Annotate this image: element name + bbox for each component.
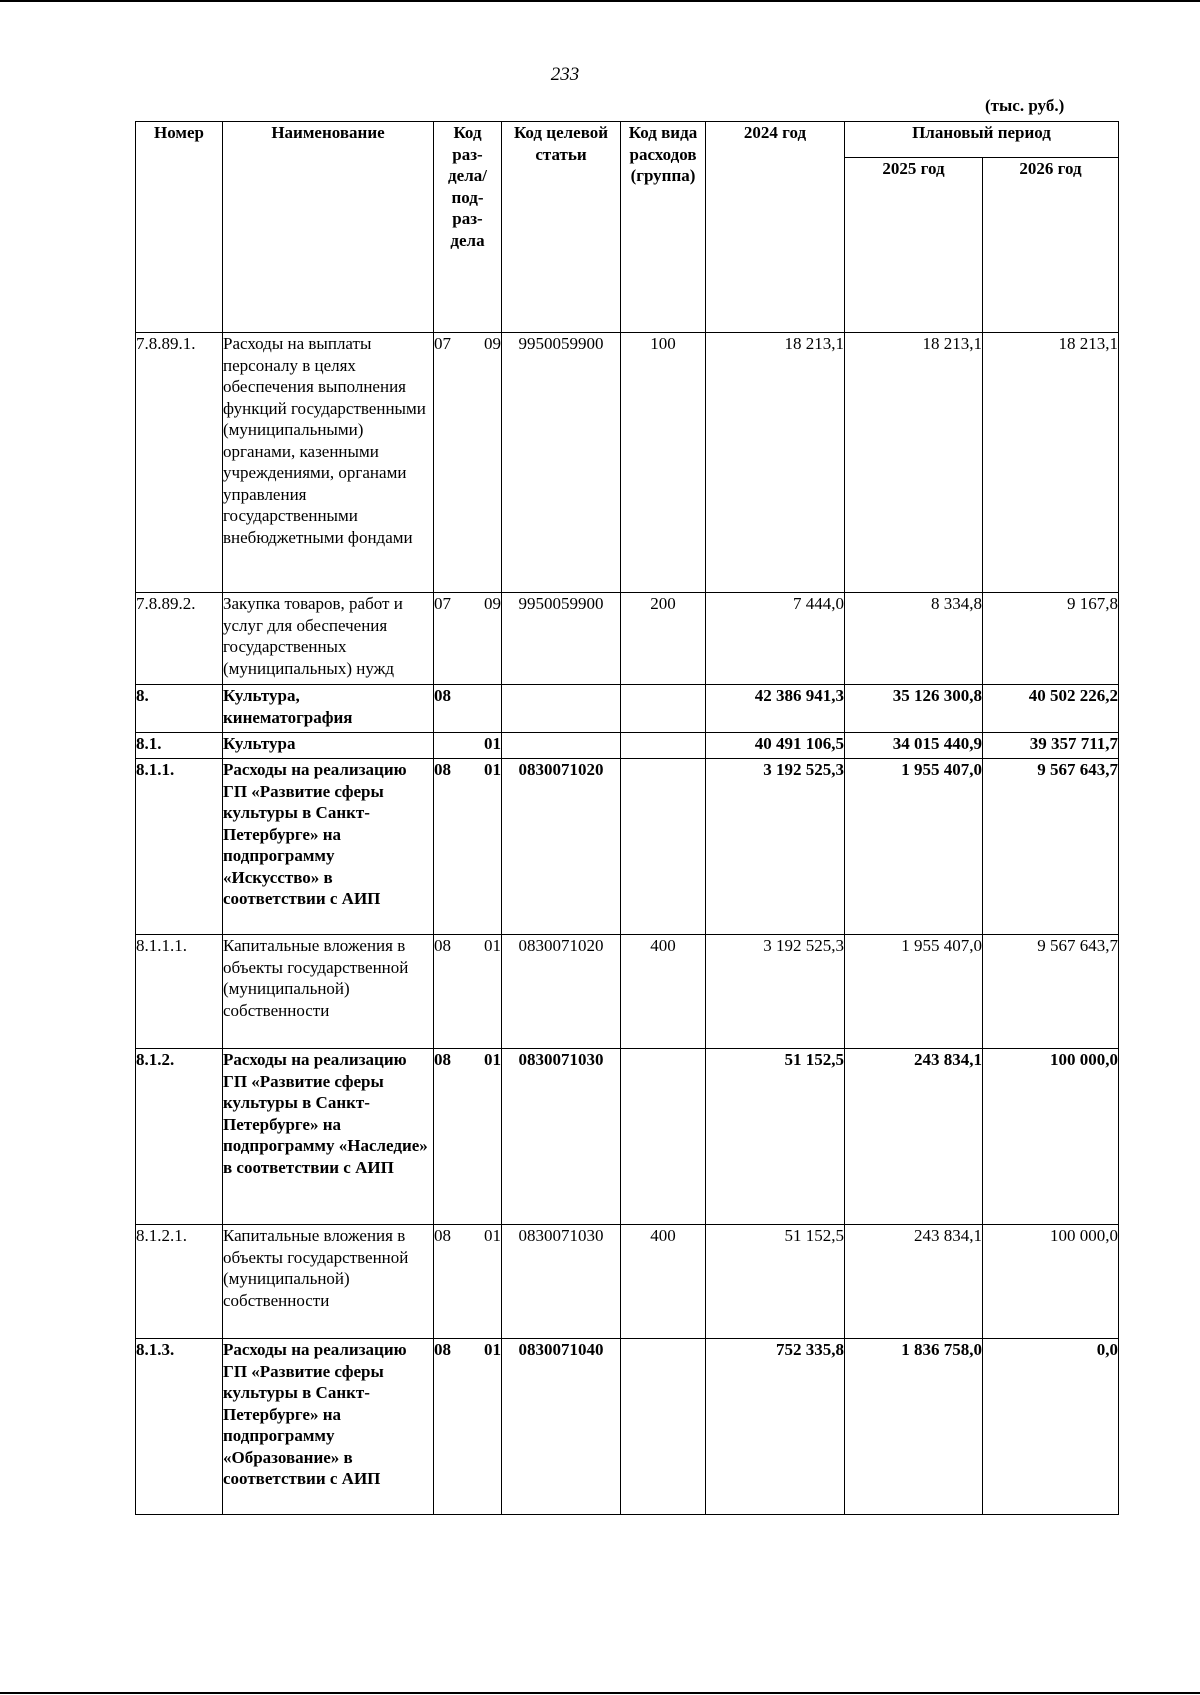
row-section-code: [434, 1225, 502, 1339]
podrazdel-code: 01: [484, 936, 501, 955]
header-name: Наименование: [223, 122, 434, 333]
row-amount-2024: 42 386 941,3: [706, 685, 845, 733]
row-amount-2025: 35 126 300,8: [845, 685, 983, 733]
podrazdel-code: 01: [484, 734, 501, 753]
table-row: [136, 935, 1119, 1049]
row-amount-2024: 3 192 525,3: [706, 935, 845, 1049]
row-amount-2024: 7 444,0: [706, 593, 845, 685]
row-amount-2026: 39 357 711,7: [983, 733, 1119, 759]
row-number: 8.1.3.: [136, 1339, 223, 1515]
table-row: [136, 333, 1119, 593]
page-number: 233: [550, 64, 580, 85]
row-target-code: 0830071020: [502, 935, 621, 1049]
row-amount-2025: 243 834,1: [845, 1049, 983, 1225]
row-number: 8.1.1.: [136, 759, 223, 935]
row-number: 8.1.1.1.: [136, 935, 223, 1049]
podrazdel-code: 09: [484, 334, 501, 353]
row-amount-2026: 9 167,8: [983, 593, 1119, 685]
row-amount-2025: 1 955 407,0: [845, 935, 983, 1049]
row-target-code: 0830071030: [502, 1225, 621, 1339]
row-name: Закупка товаров, работ и услуг для обеспечения государственных (муниципальных) нужд: [223, 593, 434, 685]
razdel-code: 08: [434, 760, 451, 779]
row-amount-2024: 51 152,5: [706, 1049, 845, 1225]
row-name: Расходы на реализацию ГП «Развитие сферы культуры в Санкт-Петербурге» на подпрограмму «Образование» в соответствии с АИП: [223, 1339, 434, 1515]
row-name: Расходы на выплаты персоналу в целях обеспечения выполнения функций государственными (муниципальными) органами, казенными учреждениями, органами управления государственными внебюджетными фондами: [223, 333, 434, 593]
row-section-code: [434, 1339, 502, 1515]
row-expense-type: [621, 759, 706, 935]
row-amount-2025: 1 955 407,0: [845, 759, 983, 935]
row-target-code: [502, 685, 621, 733]
row-amount-2026: 9 567 643,7: [983, 935, 1119, 1049]
row-number: 8.1.2.: [136, 1049, 223, 1225]
row-amount-2024: 3 192 525,3: [706, 759, 845, 935]
row-amount-2025: 34 015 440,9: [845, 733, 983, 759]
podrazdel-code: 01: [484, 1050, 501, 1069]
row-section-code: [434, 593, 502, 685]
row-amount-2024: 51 152,5: [706, 1225, 845, 1339]
budget-table: [135, 121, 1119, 1515]
row-number: 8.1.: [136, 733, 223, 759]
top-scan-border: [0, 0, 1200, 2]
row-expense-type: [621, 733, 706, 759]
row-amount-2026: 40 502 226,2: [983, 685, 1119, 733]
razdel-code: 08: [434, 1340, 451, 1359]
row-amount-2026: 18 213,1: [983, 333, 1119, 593]
row-name: Капитальные вложения в объекты государственной (муниципальной) собственности: [223, 1225, 434, 1339]
row-expense-type: [621, 1049, 706, 1225]
row-name: Капитальные вложения в объекты государственной (муниципальной) собственности: [223, 935, 434, 1049]
header-year-2024: 2024 год: [706, 122, 845, 333]
row-expense-type: [621, 1339, 706, 1515]
header-target-code: Код целевой статьи: [502, 122, 621, 333]
row-section-code: [434, 759, 502, 935]
row-number: 8.1.2.1.: [136, 1225, 223, 1339]
row-section-code: [434, 685, 502, 733]
row-target-code: 0830071040: [502, 1339, 621, 1515]
podrazdel-code: 01: [484, 1226, 501, 1245]
row-section-code: [434, 733, 502, 759]
row-amount-2025: 18 213,1: [845, 333, 983, 593]
header-section-code: Код раз-дела/ под-раз-дела: [434, 122, 502, 333]
row-target-code: [502, 733, 621, 759]
row-amount-2024: 752 335,8: [706, 1339, 845, 1515]
row-section-code: [434, 935, 502, 1049]
table-row: [136, 759, 1119, 935]
row-section-code: [434, 333, 502, 593]
row-expense-type: 200: [621, 593, 706, 685]
podrazdel-code: 01: [484, 760, 501, 779]
table-row: [136, 733, 1119, 759]
header-year-2025: 2025 год: [845, 158, 983, 333]
row-amount-2024: 18 213,1: [706, 333, 845, 593]
header-number: Номер: [136, 122, 223, 333]
row-amount-2026: 0,0: [983, 1339, 1119, 1515]
header-expense-type-code: Код вида расходов (группа): [621, 122, 706, 333]
row-target-code: 0830071020: [502, 759, 621, 935]
row-target-code: 0830071030: [502, 1049, 621, 1225]
row-number: 7.8.89.2.: [136, 593, 223, 685]
row-expense-type: 400: [621, 1225, 706, 1339]
row-target-code: 9950059900: [502, 593, 621, 685]
table-row: [136, 1049, 1119, 1225]
header-row: [136, 122, 1119, 158]
razdel-code: 08: [434, 936, 451, 955]
row-amount-2025: 1 836 758,0: [845, 1339, 983, 1515]
row-name: Расходы на реализацию ГП «Развитие сферы культуры в Санкт-Петербурге» на подпрограмму «Наследие» в соответствии с АИП: [223, 1049, 434, 1225]
table-row: [136, 685, 1119, 733]
row-number: 8.: [136, 685, 223, 733]
razdel-code: 07: [434, 594, 451, 613]
row-amount-2026: 100 000,0: [983, 1225, 1119, 1339]
row-expense-type: [621, 685, 706, 733]
row-expense-type: 100: [621, 333, 706, 593]
row-name: Расходы на реализацию ГП «Развитие сферы культуры в Санкт-Петербурге» на подпрограмму «Искусство» в соответствии с АИП: [223, 759, 434, 935]
header-year-2026: 2026 год: [983, 158, 1119, 333]
row-number: 7.8.89.1.: [136, 333, 223, 593]
razdel-code: 08: [434, 1226, 451, 1245]
header-plan-period: Плановый период: [845, 122, 1119, 158]
razdel-code: 08: [434, 1050, 451, 1069]
table-row: [136, 1225, 1119, 1339]
row-amount-2026: 100 000,0: [983, 1049, 1119, 1225]
units-label: (тыс. руб.): [985, 96, 1065, 115]
row-amount-2025: 243 834,1: [845, 1225, 983, 1339]
row-amount-2025: 8 334,8: [845, 593, 983, 685]
row-amount-2026: 9 567 643,7: [983, 759, 1119, 935]
table-row: [136, 1339, 1119, 1515]
row-name: Культура: [223, 733, 434, 759]
table-row: [136, 593, 1119, 685]
razdel-code: 07: [434, 334, 451, 353]
podrazdel-code: 01: [484, 1340, 501, 1359]
podrazdel-code: 09: [484, 594, 501, 613]
bottom-scan-border: [0, 1692, 1200, 1694]
row-amount-2024: 40 491 106,5: [706, 733, 845, 759]
row-expense-type: 400: [621, 935, 706, 1049]
row-target-code: 9950059900: [502, 333, 621, 593]
row-section-code: [434, 1049, 502, 1225]
row-name: Культура, кинематография: [223, 685, 434, 733]
razdel-code: 08: [434, 686, 451, 705]
